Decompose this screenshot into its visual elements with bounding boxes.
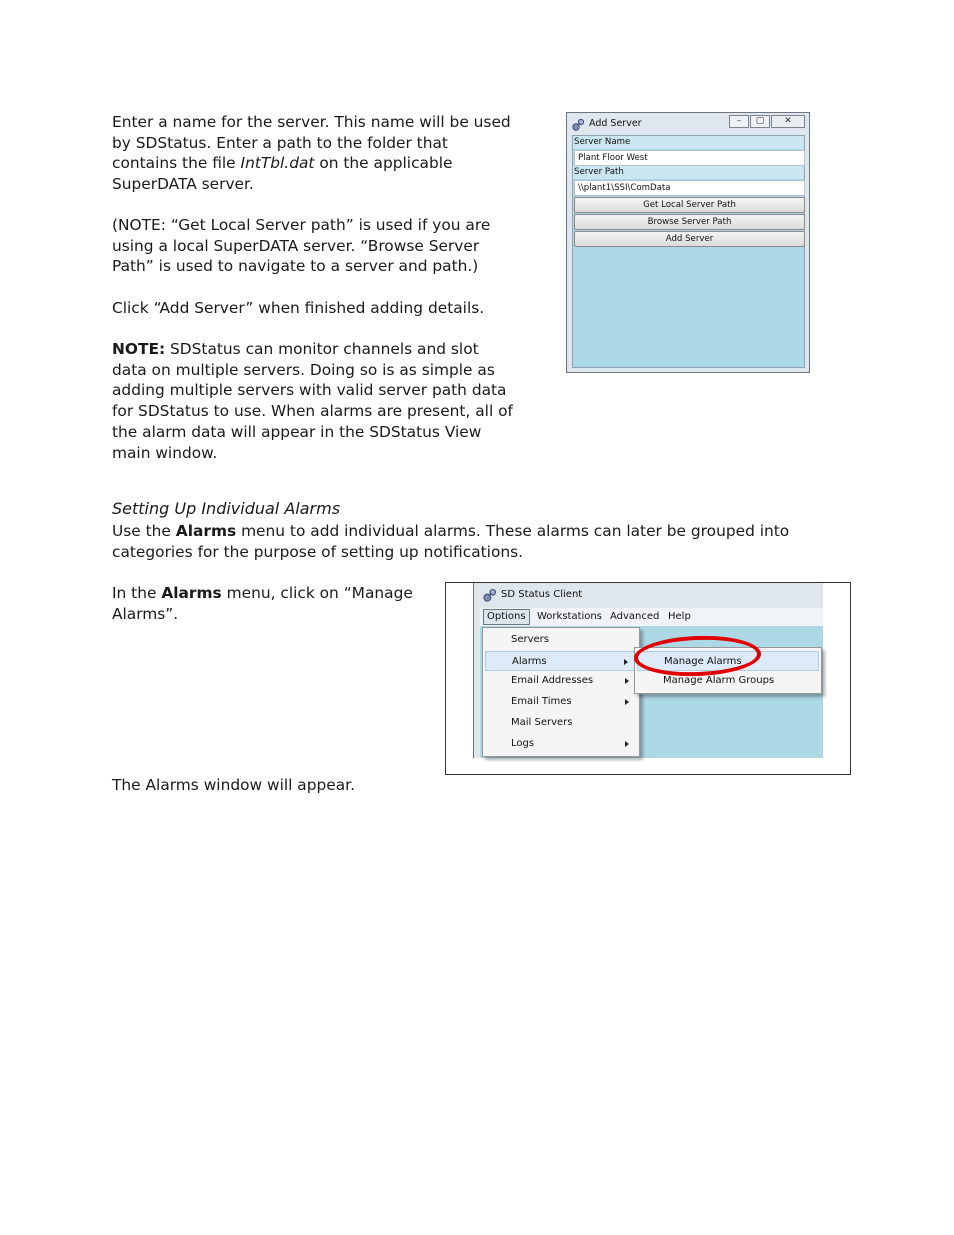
multiple-servers-note: NOTE: SDStatus can monitor channels and slot data on multiple servers. Doing so is as simple as adding multiple servers with valid server path data for SDStatus to use. When alarms are present, all of the alarm data will appear in the SDStatus View main window. bbox=[112, 340, 513, 462]
add-server-window bbox=[566, 112, 810, 373]
server-name-label: Server Name bbox=[573, 136, 804, 149]
menu-item-alarms[interactable]: Alarms bbox=[485, 651, 637, 671]
title-bar bbox=[567, 113, 809, 137]
chevron-right-icon bbox=[625, 741, 629, 747]
get-local-server-path-button[interactable]: Get Local Server Path bbox=[574, 197, 805, 213]
menu-bar bbox=[480, 608, 823, 626]
menu-workstations[interactable]: Workstations bbox=[537, 611, 602, 622]
minimize-button[interactable]: – bbox=[729, 115, 749, 128]
menu-help[interactable]: Help bbox=[668, 611, 691, 622]
add-server-button[interactable]: Add Server bbox=[574, 231, 805, 247]
section-heading: Setting Up Individual Alarms bbox=[112, 499, 341, 518]
server-name-instructions: Enter a name for the server. This name will be used by SDStatus. Enter a path to the folder that contains the file IntTbl.dat on the applicable SuperDATA server. bbox=[112, 113, 511, 194]
maximize-button[interactable]: ▢ bbox=[750, 115, 770, 128]
network-gear-icon bbox=[571, 117, 585, 136]
manage-alarms-instruction: In the Alarms menu, click on “Manage Alarms”. bbox=[112, 584, 413, 623]
menu-item-email-times[interactable]: Email Times bbox=[485, 692, 637, 712]
path-note: (NOTE: “Get Local Server path” is used if you are using a local SuperDATA server. “Browse Server Path” is used to navigate to a server and path.) bbox=[112, 216, 491, 276]
alarms-window-note: The Alarms window will appear. bbox=[112, 776, 355, 794]
chevron-right-icon bbox=[625, 678, 629, 684]
network-gear-icon bbox=[482, 588, 497, 607]
server-path-input[interactable]: \\plant1\SSI\ComData bbox=[574, 180, 805, 196]
menu-item-mail-servers[interactable]: Mail Servers bbox=[511, 717, 573, 728]
menu-item-servers[interactable]: Servers bbox=[511, 634, 550, 645]
server-name-input[interactable]: Plant Floor West bbox=[574, 150, 805, 166]
window-title: Add Server bbox=[589, 118, 642, 129]
chevron-right-icon bbox=[624, 659, 628, 665]
file-name: IntTbl.dat bbox=[240, 154, 315, 173]
form-body bbox=[572, 135, 805, 368]
menu-item-manage-alarm-groups[interactable]: Manage Alarm Groups bbox=[663, 675, 775, 686]
menu-item-logs[interactable]: Logs bbox=[485, 734, 637, 754]
menu-advanced[interactable]: Advanced bbox=[610, 611, 660, 622]
click-add-server-text: Click “Add Server” when finished adding details. bbox=[112, 299, 485, 317]
menu-options[interactable]: Options bbox=[483, 609, 530, 625]
menu-item-email-addresses[interactable]: Email Addresses bbox=[485, 671, 637, 691]
window-title: SD Status Client bbox=[501, 589, 583, 600]
note-label: NOTE: bbox=[112, 340, 166, 358]
browse-server-path-button[interactable]: Browse Server Path bbox=[574, 214, 805, 230]
chevron-right-icon bbox=[625, 699, 629, 705]
server-path-label: Server Path bbox=[573, 166, 804, 179]
options-dropdown bbox=[482, 627, 640, 757]
alarms-menu-intro: Use the Alarms menu to add individual alarms. These alarms can later be grouped into categories for the purpose of setting up notifications. bbox=[112, 522, 790, 561]
menu-item-manage-alarms[interactable]: Manage Alarms bbox=[637, 651, 819, 671]
close-button[interactable]: ✕ bbox=[771, 115, 805, 128]
